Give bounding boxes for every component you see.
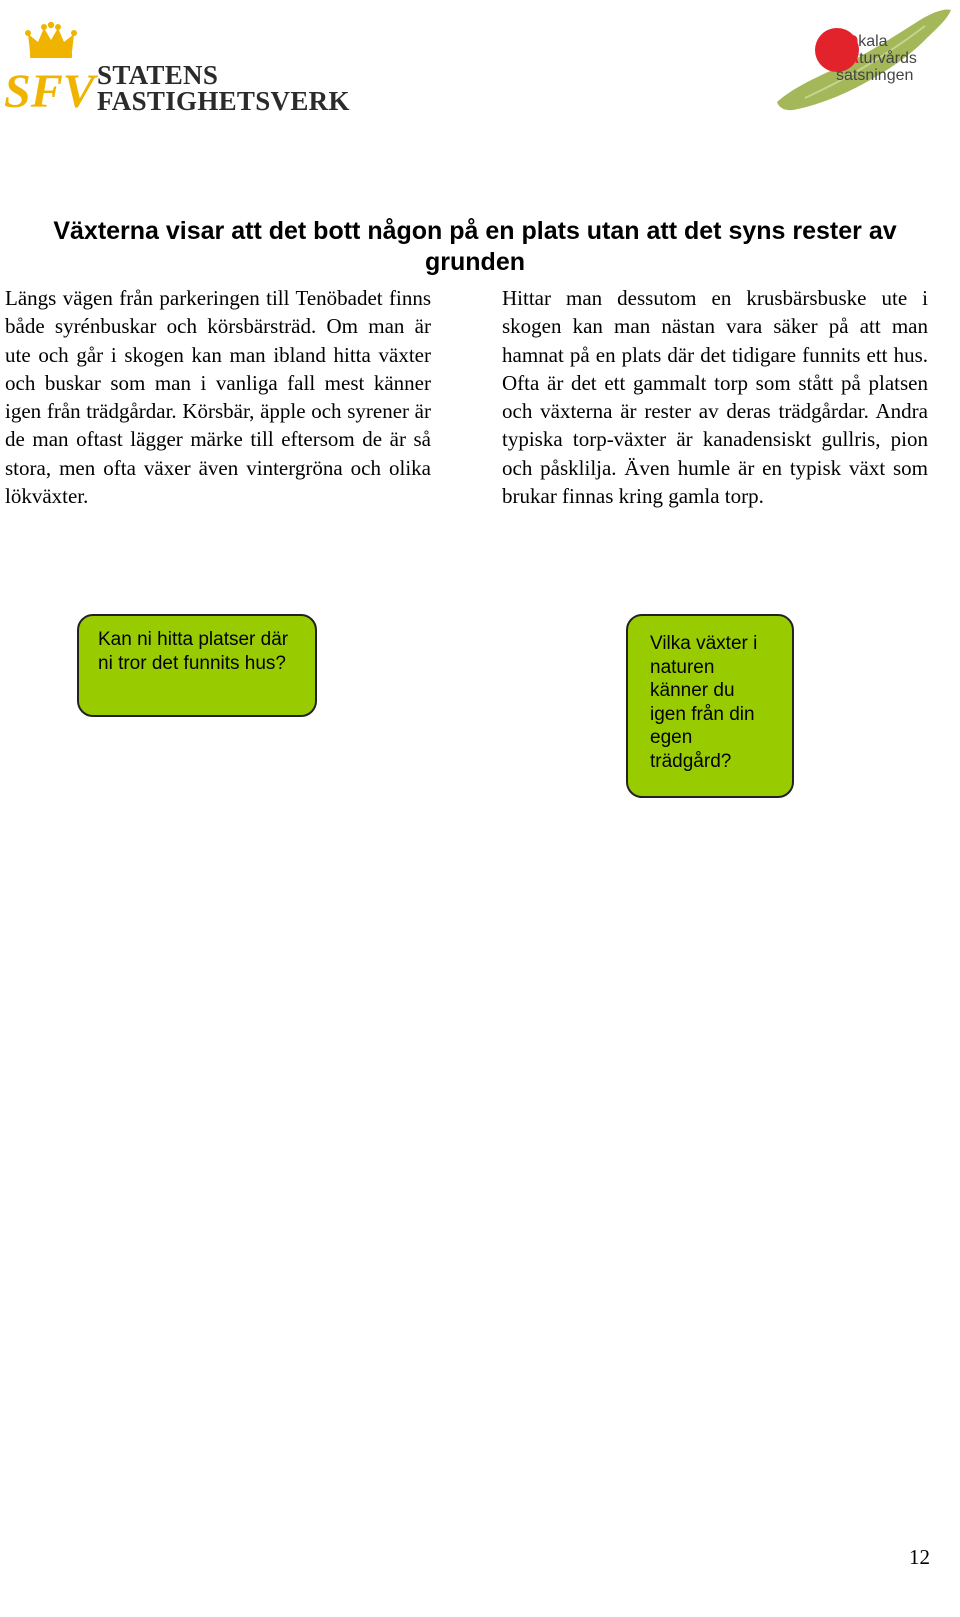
- sfv-line-1: STATENS: [97, 60, 219, 90]
- page-title: Växterna visar att det bott någon på en plats utan att det syns rester av grunden: [53, 217, 897, 276]
- lona-na: NA: [836, 50, 860, 67]
- sfv-line-2: FASTIGHETSVERK: [97, 86, 350, 116]
- lona-lo: LO: [836, 33, 859, 50]
- lona-wordmark: [836, 33, 917, 84]
- page-number: 12: [909, 1545, 930, 1569]
- sfv-monogram: SFV: [4, 65, 95, 117]
- sfv-logo: [4, 22, 364, 117]
- body-right-column: Hittar man dessutom en krusbärsbuske ute i skogen kan man nästan vara säker på att man hamnat på en plats där det tidigare funnits ett hus. Ofta är det ett gammalt torp som stått på platsen och växterna är rester av deras trädgårdar. Andra typiska torp-växter är kanadensiskt gullris, pion och påsklilja. Även humle är en typisk växt som brukar finnas kring gamla torp.: [502, 286, 928, 509]
- question-box-houses: Kan ni hitta platser där ni tror det funnits hus?: [77, 614, 317, 717]
- body-left-column: Längs vägen från parkeringen till Tenöbadet finns både syrénbuskar och körsbärsträd. Om man är ute och går i skogen kan man ibland hitta växter och buskar som man i vanliga fall mest känner igen från trädgårdar. Körsbär, äpple och syrener är de man oftast lägger märke till eftersom de är så stora, men ofta växer även vintergröna och olika lökväxter.: [5, 286, 431, 509]
- lona-line-3: satsningen: [836, 67, 914, 84]
- lona-line-2: [836, 50, 917, 67]
- question-box-plants: Vilka växter i naturen känner du igen från din egen trädgård?: [626, 614, 794, 798]
- sfv-wordmark: [97, 62, 350, 114]
- lona-line-1: [836, 33, 917, 50]
- crown-icon: [4, 22, 100, 117]
- lona-kala: kala: [858, 33, 888, 50]
- lona-turvards: turvårds: [859, 50, 917, 67]
